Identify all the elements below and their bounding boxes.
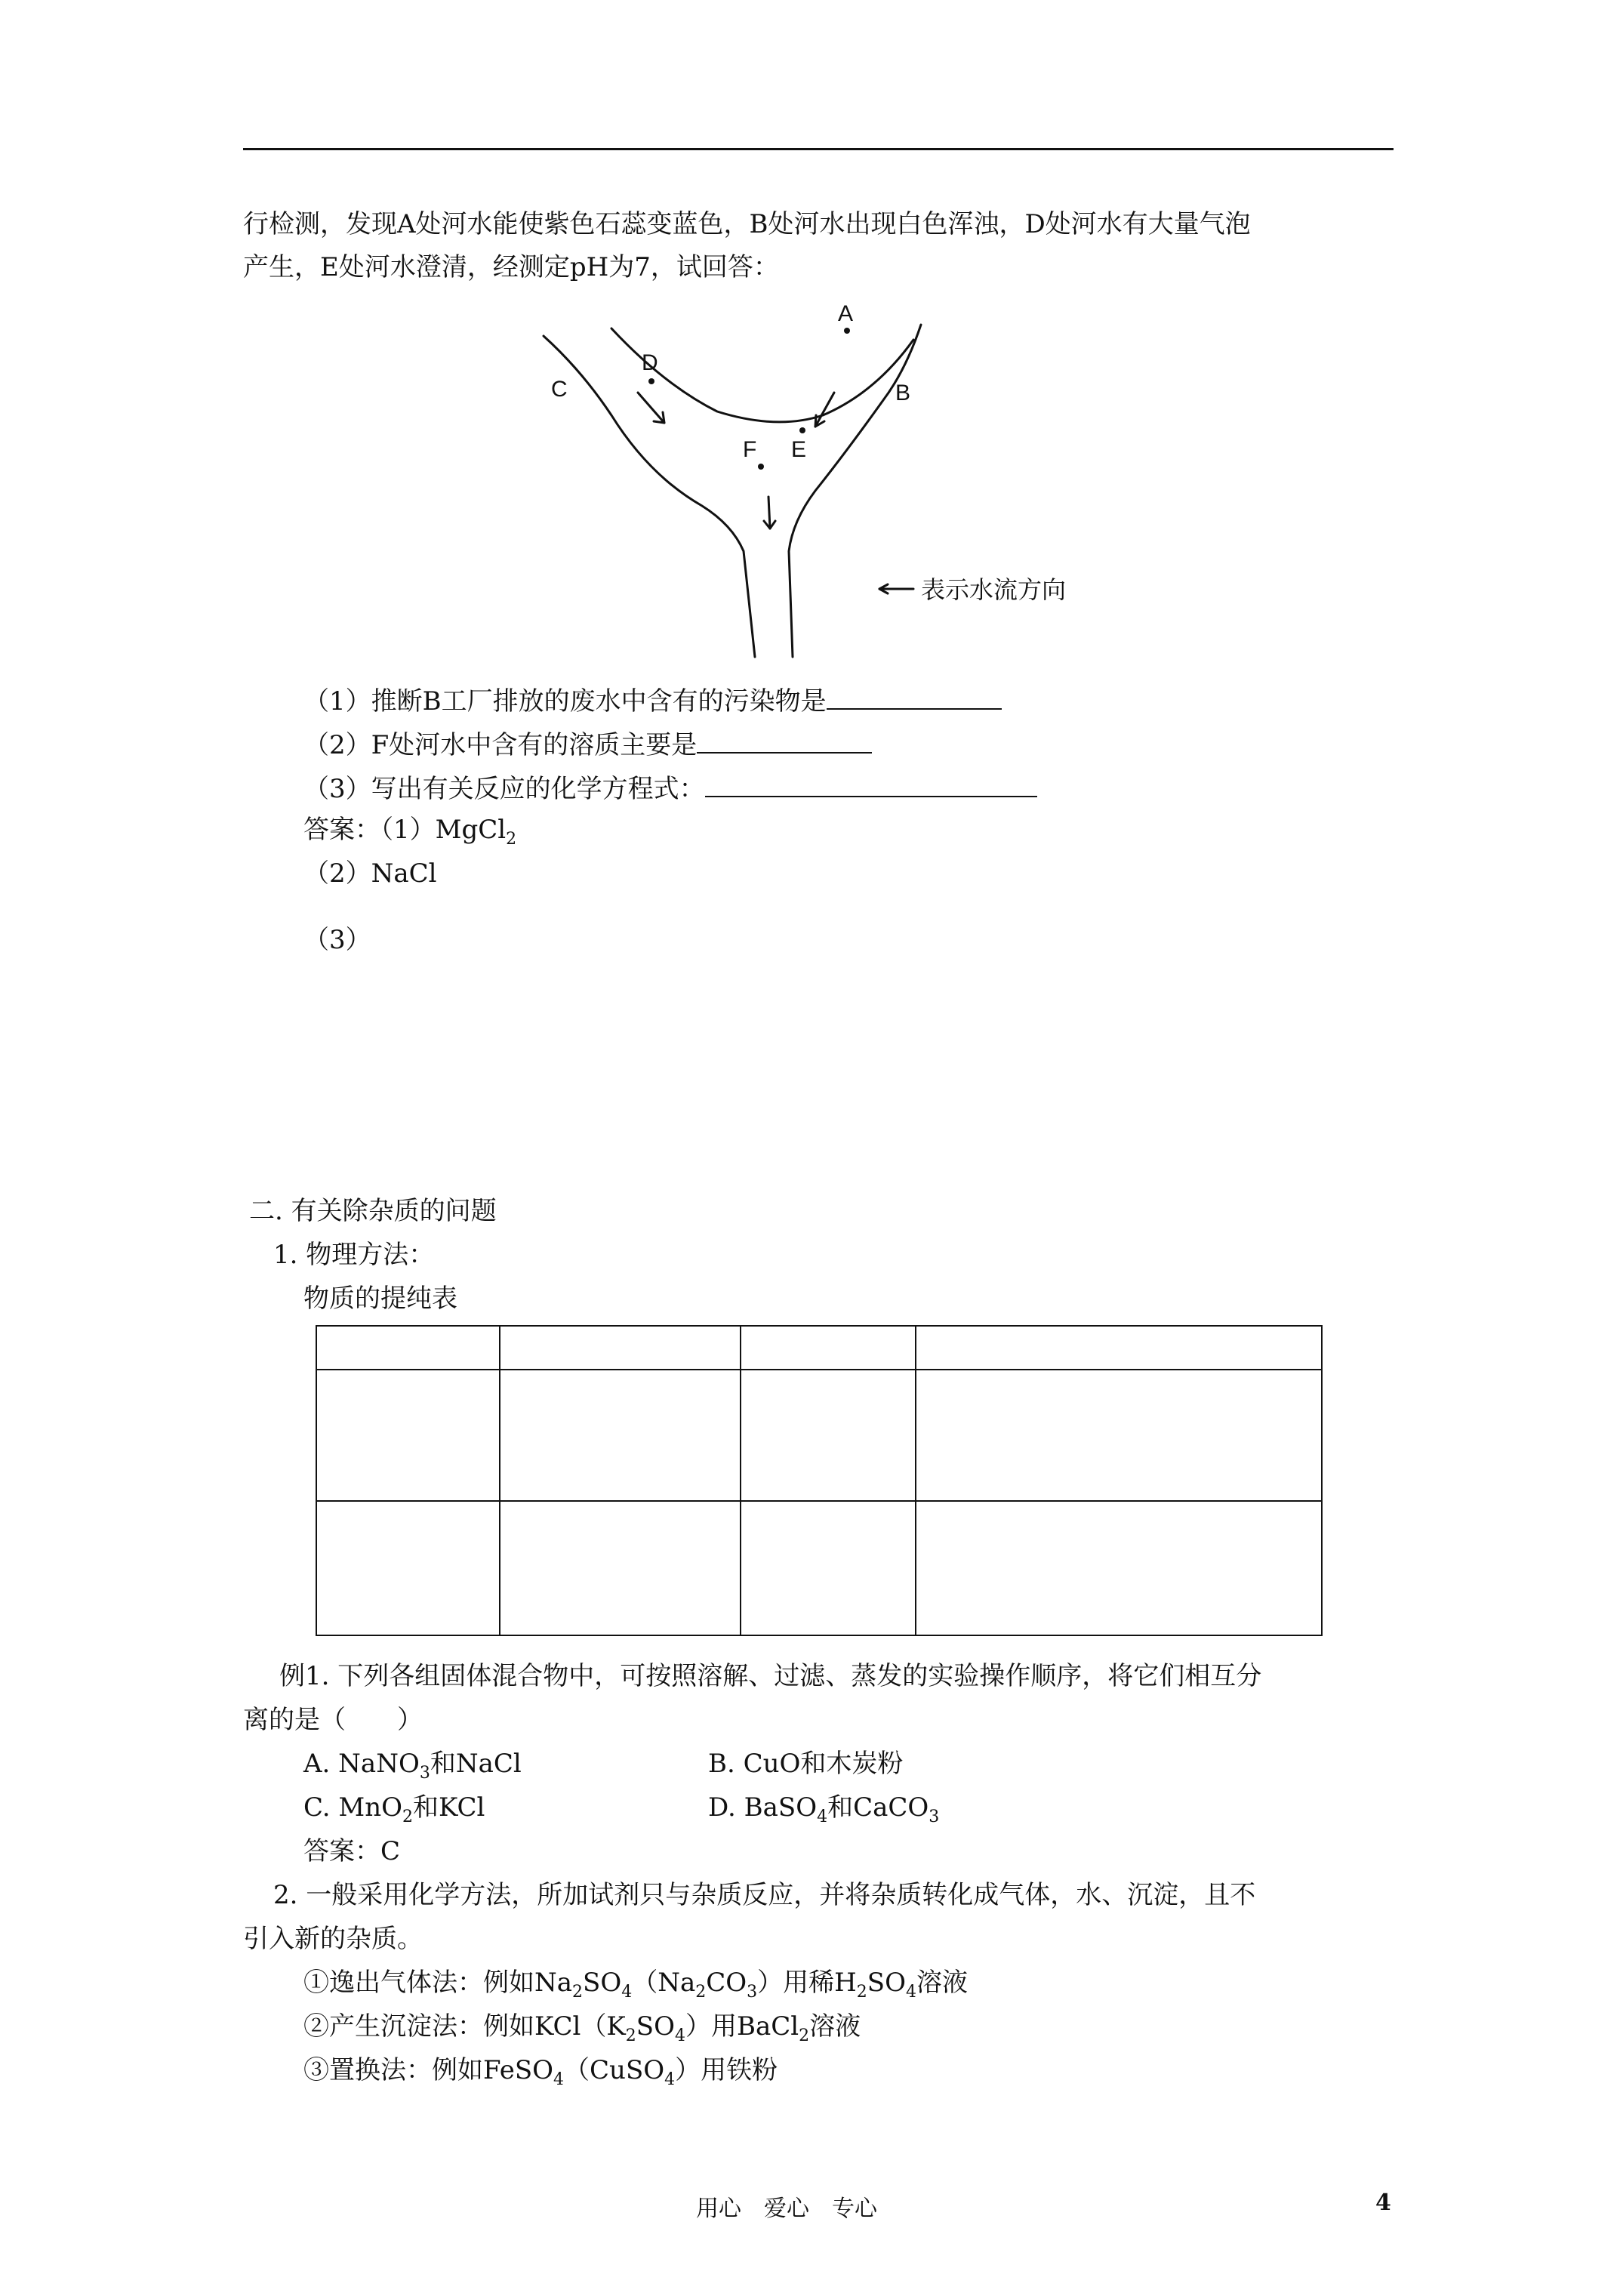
m2-part: ②产生沉淀法：例如KCl（K xyxy=(303,2011,626,2042)
option-a-text: A. NaNO xyxy=(303,1749,420,1779)
question-3 xyxy=(303,773,1037,802)
answer-1-subscript: 2 xyxy=(506,830,517,849)
m1-part: SO xyxy=(867,1968,906,1998)
m1-sub: 4 xyxy=(905,1983,916,2002)
table-cell xyxy=(916,1370,1322,1501)
option-d-sub: 4 xyxy=(817,1808,828,1826)
label-d: D xyxy=(642,350,658,375)
m3-sub: 4 xyxy=(553,2070,565,2089)
table-row xyxy=(316,1370,1322,1501)
label-b: B xyxy=(895,381,911,405)
m3-part: ③置换法：例如FeSO xyxy=(303,2055,554,2085)
table-cell xyxy=(916,1501,1322,1635)
point-d-dot xyxy=(648,378,654,384)
point-a-dot xyxy=(844,328,850,334)
point-e-dot xyxy=(799,427,805,433)
table-cell xyxy=(316,1326,500,1370)
river-diagram xyxy=(528,302,1132,664)
section-2-sub-1: 1. 物理方法： xyxy=(273,1240,435,1270)
m2-part: 溶液 xyxy=(809,2011,861,2042)
page-number: 4 xyxy=(1375,2190,1391,2216)
section-2-title: 二. 有关除杂质的问题 xyxy=(249,1196,497,1226)
table-cell xyxy=(316,1501,500,1635)
answer-1-text: 答案：（1）MgCl xyxy=(303,815,507,845)
intro-line-1: 行检测，发现A处河水能使紫色石蕊变蓝色，B处河水出现白色浑浊，D处河水有大量气泡 xyxy=(243,209,1251,239)
m2-sub: 4 xyxy=(674,2026,685,2045)
m2-sub: 2 xyxy=(799,2026,810,2045)
option-a-sub: 3 xyxy=(419,1764,430,1783)
method-2-line-2: 引入新的杂质。 xyxy=(243,1924,423,1954)
label-c: C xyxy=(551,377,568,402)
m2-part: SO xyxy=(636,2011,675,2042)
m1-part: ①逸出气体法：例如Na xyxy=(303,1968,573,1998)
answer-3: （3） xyxy=(303,925,371,955)
question-2 xyxy=(303,729,872,758)
option-a-text-2: 和NaCl xyxy=(430,1749,522,1779)
m2-sub: 2 xyxy=(625,2026,636,2045)
m1-sub: 3 xyxy=(747,1983,758,2002)
m1-sub: 2 xyxy=(856,1983,867,2002)
table-row xyxy=(316,1501,1322,1635)
table-cell xyxy=(916,1326,1322,1370)
question-2-text: （2）F处河水中含有的溶质主要是 xyxy=(303,730,698,760)
table-cell xyxy=(500,1501,741,1635)
footer-text: 用心 爱心 专心 xyxy=(696,2196,877,2222)
answer-2: （2）NaCl xyxy=(303,858,437,889)
option-c-sub: 2 xyxy=(402,1808,414,1826)
intro-line-2: 产生，E处河水澄清，经测定pH为7，试回答： xyxy=(243,252,779,282)
m1-part: ）用稀H xyxy=(757,1968,857,1998)
m1-sub: 2 xyxy=(572,1983,584,2002)
header-rule xyxy=(243,148,1394,150)
label-a: A xyxy=(838,302,854,326)
m1-part: 溶液 xyxy=(916,1968,968,1998)
table-title: 物质的提纯表 xyxy=(303,1284,457,1314)
m3-part: ）用铁粉 xyxy=(675,2055,778,2085)
m1-part: SO xyxy=(583,1968,622,1998)
method-2-line-1: 2. 一般采用化学方法，所加试剂只与杂质反应，并将杂质转化成气体，水、沉淀，且不 xyxy=(273,1880,1256,1910)
m1-sub: 4 xyxy=(621,1983,633,2002)
table-cell xyxy=(741,1370,916,1501)
table-cell xyxy=(316,1370,500,1501)
m3-part: （CuSO xyxy=(564,2055,665,2085)
question-3-text: （3）写出有关反应的化学方程式： xyxy=(303,774,705,804)
question-1 xyxy=(303,686,1002,717)
method-precipitation xyxy=(303,2011,861,2045)
answer-blank-1 xyxy=(827,686,1002,710)
option-c-text: C. MnO xyxy=(303,1792,403,1823)
m1-part: CO xyxy=(706,1968,747,1998)
answer-1 xyxy=(303,815,517,849)
m1-part: （Na xyxy=(632,1968,696,1998)
option-d-text-2: 和CaCO xyxy=(827,1792,929,1823)
table-cell xyxy=(500,1326,741,1370)
option-a xyxy=(303,1749,522,1783)
option-d xyxy=(708,1792,940,1826)
point-f-dot xyxy=(758,464,764,470)
option-c-text-2: 和KCl xyxy=(413,1792,485,1823)
table-header-row xyxy=(316,1326,1322,1370)
flow-direction-legend: 表示水流方向 xyxy=(921,575,1067,604)
option-b: B. CuO和木炭粉 xyxy=(708,1749,904,1779)
table-cell xyxy=(500,1370,741,1501)
m1-sub: 2 xyxy=(695,1983,707,2002)
label-f: F xyxy=(743,437,757,462)
answer-blank-2 xyxy=(697,729,872,754)
m3-sub: 4 xyxy=(664,2070,676,2089)
example-1-answer: 答案：C xyxy=(303,1836,401,1866)
purification-table xyxy=(316,1325,1323,1636)
option-c xyxy=(303,1792,485,1826)
question-1-text: （1）推断B工厂排放的废水中含有的污染物是 xyxy=(303,686,827,717)
option-d-sub-2: 3 xyxy=(929,1808,940,1826)
method-displacement xyxy=(303,2055,778,2089)
method-gas-evolution xyxy=(303,1968,968,2002)
table-cell xyxy=(741,1501,916,1635)
label-e: E xyxy=(791,437,807,462)
table-cell xyxy=(741,1326,916,1370)
example-1-line-1: 例1. 下列各组固体混合物中，可按照溶解、过滤、蒸发的实验操作顺序，将它们相互分 xyxy=(279,1661,1262,1691)
example-1-line-2: 离的是（ ） xyxy=(243,1705,423,1735)
answer-blank-3 xyxy=(705,773,1037,797)
m2-part: ）用BaCl xyxy=(685,2011,799,2042)
option-d-text: D. BaSO xyxy=(708,1792,818,1823)
